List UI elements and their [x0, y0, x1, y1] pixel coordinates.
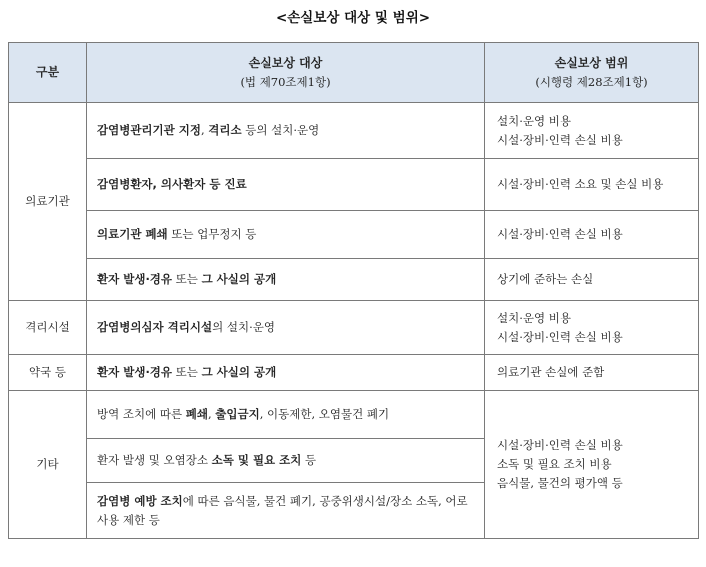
header-target-sub: (법 제70조제1항) — [240, 74, 331, 89]
bold-text: 출입금지 — [215, 407, 260, 421]
scope-line: 시설·장비·인력 손실 비용 — [497, 132, 623, 147]
bold-text: 격리소 — [208, 123, 242, 137]
text: 환자 발생 및 오염장소 — [97, 453, 212, 467]
target-cell — [87, 211, 485, 259]
target-cell — [87, 301, 485, 355]
table-row — [9, 211, 699, 259]
table-row — [9, 159, 699, 211]
text: 등의 설치·운영 — [241, 123, 320, 137]
bold-text: 감염병의심자 격리시설 — [97, 320, 213, 334]
text: , — [207, 407, 216, 421]
header-target — [87, 43, 485, 103]
bold-text: 감염병 예방 조치 — [97, 493, 183, 508]
category-medical: 의료기관 — [9, 103, 87, 301]
table-row — [9, 259, 699, 301]
table-header-row — [9, 43, 699, 103]
bold-text: 그 사실의 공개 — [201, 365, 277, 379]
header-target-title: 손실보상 대상 — [248, 55, 323, 70]
text: 방역 조치에 따른 — [97, 407, 186, 421]
text: 등 — [301, 453, 317, 467]
table-row — [9, 355, 699, 391]
table-row — [9, 391, 699, 439]
bold-text: 폐쇄 — [185, 407, 208, 421]
category-other: 기타 — [9, 391, 87, 539]
scope-line: 시설·장비·인력 손실 비용 — [497, 329, 623, 344]
scope-cell — [485, 103, 699, 159]
header-category — [9, 43, 87, 103]
target-cell — [87, 355, 485, 391]
target-cell — [87, 103, 485, 159]
page-title: <손실보상 대상 및 범위> — [275, 10, 431, 26]
bold-text: 감염병관리기관 지정 — [97, 123, 201, 137]
scope-line: 설치·운영 비용 — [497, 113, 571, 128]
header-scope-title: 손실보상 범위 — [554, 55, 629, 70]
header-category-label: 구분 — [35, 65, 60, 79]
scope-line: 음식물, 물건의 평가액 등 — [497, 476, 623, 490]
category-pharmacy: 약국 등 — [9, 355, 87, 391]
target-cell — [87, 259, 485, 301]
header-scope-sub: (시행령 제28조제1항) — [535, 74, 648, 89]
text: , — [200, 123, 209, 137]
text: , 이동제한, 오염물건 폐기 — [259, 407, 390, 421]
scope-cell: 상기에 준하는 손실 — [485, 259, 699, 301]
bold-text: 그 사실의 공개 — [201, 272, 277, 286]
header-scope — [485, 43, 699, 103]
scope-line: 소독 및 필요 조치 비용 — [497, 457, 612, 471]
text: 또는 — [172, 272, 202, 286]
category-quarantine: 격리시설 — [9, 301, 87, 355]
text: 에 따른 음식물, 물건 폐기, 공중위생시설/장소 소독, 어로 사용 제한 등 — [97, 493, 468, 527]
scope-cell — [485, 301, 699, 355]
text: 또는 업무정지 등 — [167, 227, 257, 241]
scope-cell: 시설·장비·인력 손실 비용 — [485, 211, 699, 259]
scope-cell: 시설·장비·인력 소요 및 손실 비용 — [485, 159, 699, 211]
scope-cell — [485, 391, 699, 539]
bold-text: 환자 발생·경유 — [97, 272, 173, 286]
target-cell — [87, 483, 485, 539]
bold-text: 환자 발생·경유 — [97, 365, 173, 379]
bold-text: 감염병환자, 의사환자 등 진료 — [97, 177, 247, 191]
target-cell — [87, 439, 485, 483]
text: 의 설치·운영 — [212, 320, 275, 334]
table-row — [9, 301, 699, 355]
target-cell — [87, 159, 485, 211]
text: 또는 — [172, 365, 202, 379]
scope-cell: 의료기관 손실에 준함 — [485, 355, 699, 391]
compensation-table — [8, 42, 699, 539]
target-cell — [87, 391, 485, 439]
bold-text: 의료기관 폐쇄 — [97, 227, 168, 241]
table-row — [9, 103, 699, 159]
scope-line: 시설·장비·인력 손실 비용 — [497, 438, 623, 452]
scope-line: 설치·운영 비용 — [497, 310, 571, 325]
bold-text: 소독 및 필요 조치 — [211, 453, 302, 467]
